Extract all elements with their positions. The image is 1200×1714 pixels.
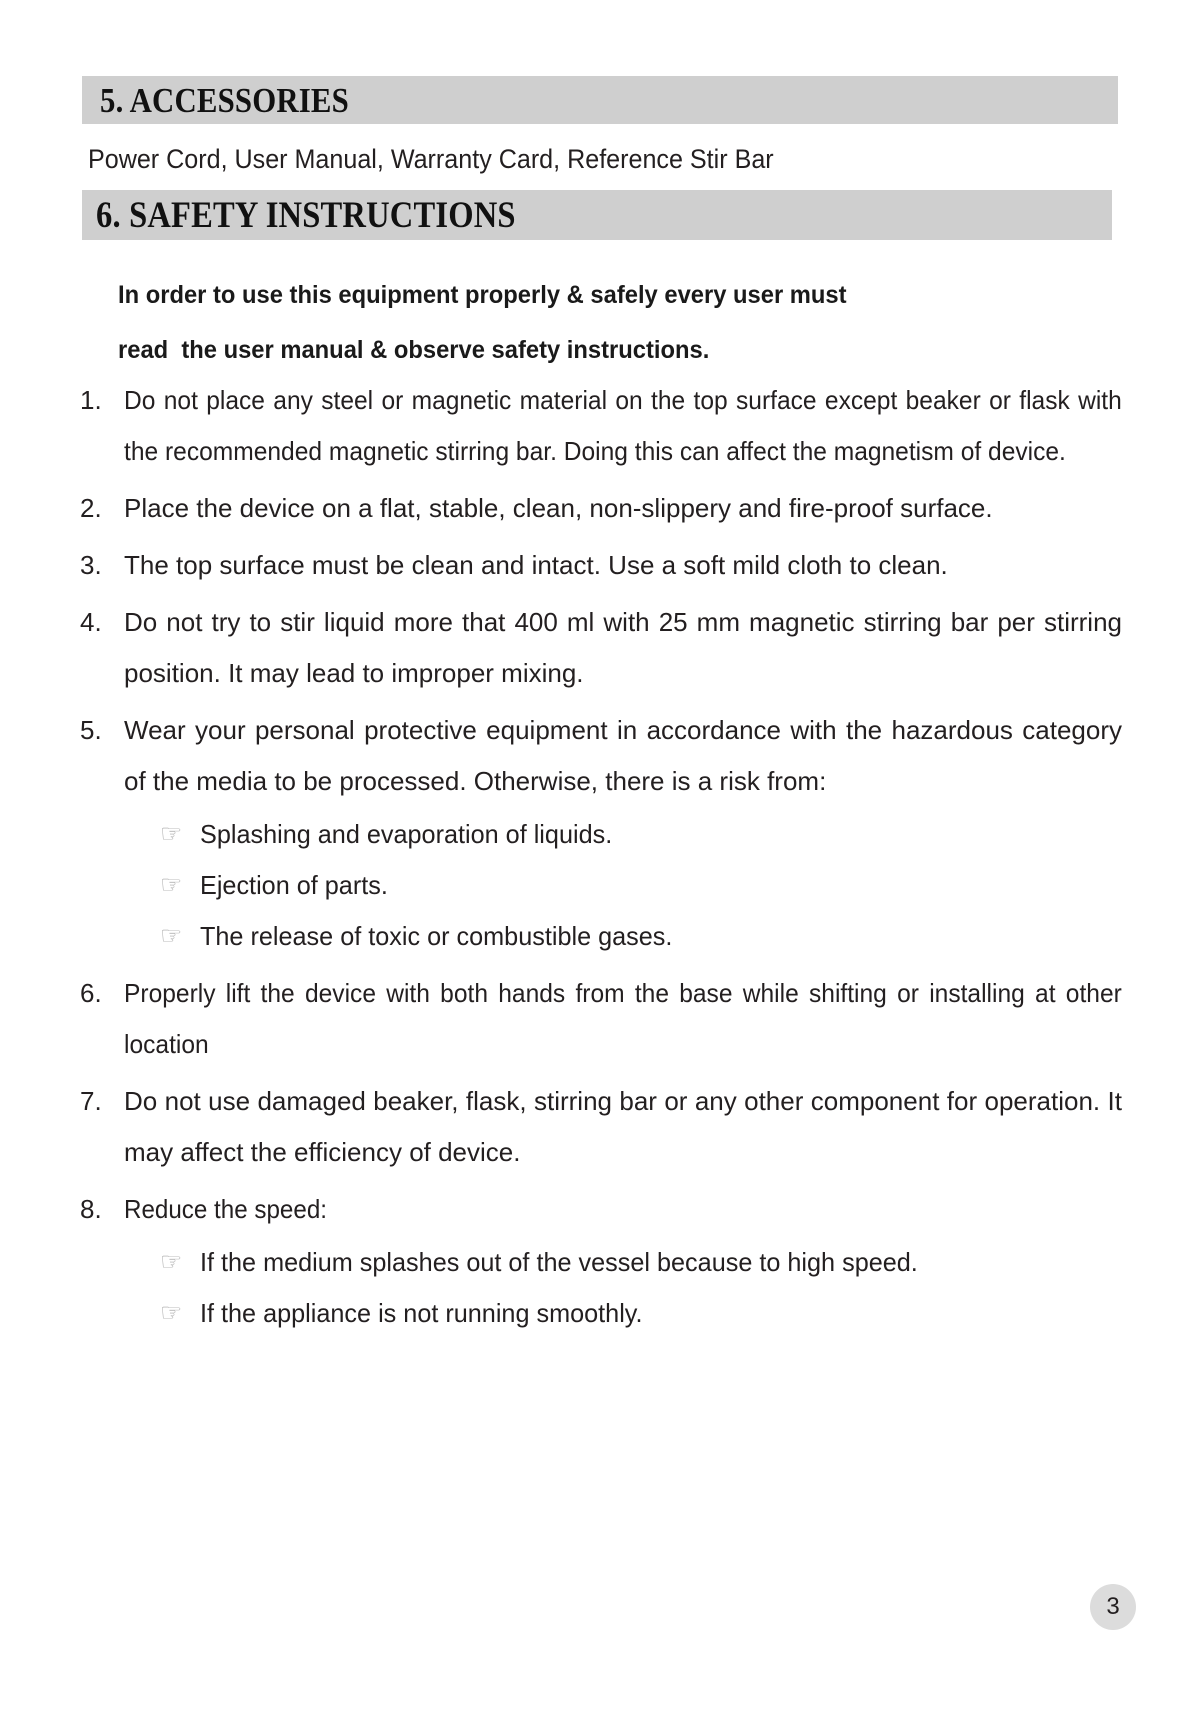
page-number-badge <box>1090 1584 1136 1630</box>
list-item <box>80 705 1122 962</box>
safety-intro-line-2: read the user manual & observe safety instructions. <box>118 336 710 364</box>
list-item <box>80 1076 1122 1178</box>
sub-bullet-label: If the appliance is not running smoothly. <box>200 1298 643 1328</box>
sub-bullet-label: The release of toxic or combustible gases. <box>200 921 673 951</box>
accessories-body-text: Power Cord, User Manual, Warranty Card, Reference Stir Bar <box>88 144 774 174</box>
list-item-text: Properly lift the device with both hands from the base while shifting or installing at other location <box>124 978 1122 1059</box>
list-item-text: Do not try to stir liquid more that 400 ml with 25 mm magnetic stirring bar per stirring position. It may lead to improper mixing. <box>124 607 1122 688</box>
list-item-number: 5. <box>80 715 102 745</box>
sub-bullet-label: Ejection of parts. <box>200 870 388 900</box>
list-item-text: Wear your personal protective equipment in accordance with the hazardous category of the media to be processed. Otherwise, there is a risk from: <box>124 715 1122 796</box>
sub-bullet-label: Splashing and evaporation of liquids. <box>200 819 613 849</box>
page-number-label: 3 <box>1106 1593 1120 1620</box>
section-header-safety-instructions-label: 6. SAFETY INSTRUCTIONS <box>96 194 516 236</box>
list-item <box>80 968 1122 1070</box>
section-header-accessories-label: 5. ACCESSORIES <box>100 80 349 120</box>
list-item <box>80 483 1122 534</box>
sub-bullet-item <box>124 1288 1122 1339</box>
pointing-hand-icon: ☞ <box>160 922 183 950</box>
list-item <box>80 375 1122 477</box>
safety-intro-line-1: In order to use this equipment properly & safely every user must <box>118 281 847 309</box>
pointing-hand-icon: ☞ <box>160 820 183 848</box>
list-item-text: Reduce the speed: <box>124 1194 328 1224</box>
list-item-text: Place the device on a flat, stable, clean, non-slippery and fire-proof surface. <box>124 493 993 523</box>
list-item-text: The top surface must be clean and intact. Use a soft mild cloth to clean. <box>124 550 948 580</box>
list-item-number: 3. <box>80 550 102 580</box>
list-item <box>80 597 1122 699</box>
list-item-number: 7. <box>80 1086 102 1116</box>
list-item-text: Do not use damaged beaker, flask, stirring bar or any other component for operation. It may affect the efficiency of device. <box>124 1086 1122 1167</box>
list-item <box>80 1184 1122 1339</box>
section-header-accessories <box>82 76 1118 124</box>
list-item <box>80 540 1122 591</box>
sub-bullet-item <box>124 1237 1122 1288</box>
sub-bullet-group <box>124 809 1122 962</box>
sub-bullet-item <box>124 809 1122 860</box>
list-item-number: 2. <box>80 493 102 523</box>
safety-instructions-list <box>80 375 1122 1345</box>
pointing-hand-icon: ☞ <box>160 1248 183 1276</box>
list-item-number: 8. <box>80 1194 102 1224</box>
section-header-safety-instructions <box>82 190 1112 240</box>
pointing-hand-icon: ☞ <box>160 1299 183 1327</box>
sub-bullet-item <box>124 860 1122 911</box>
pointing-hand-icon: ☞ <box>160 871 183 899</box>
sub-bullet-group <box>124 1237 1122 1339</box>
list-item-text: Do not place any steel or magnetic material on the top surface except beaker or flask with the recommended magnetic stirring bar. Doing this can affect the magnetism of device. <box>124 385 1122 466</box>
safety-intro-paragraph <box>118 268 1028 378</box>
list-item-number: 6. <box>80 978 102 1008</box>
list-item-number: 1. <box>80 385 102 415</box>
list-item-number: 4. <box>80 607 102 637</box>
sub-bullet-item <box>124 911 1122 962</box>
sub-bullet-label: If the medium splashes out of the vessel because to high speed. <box>200 1247 918 1277</box>
